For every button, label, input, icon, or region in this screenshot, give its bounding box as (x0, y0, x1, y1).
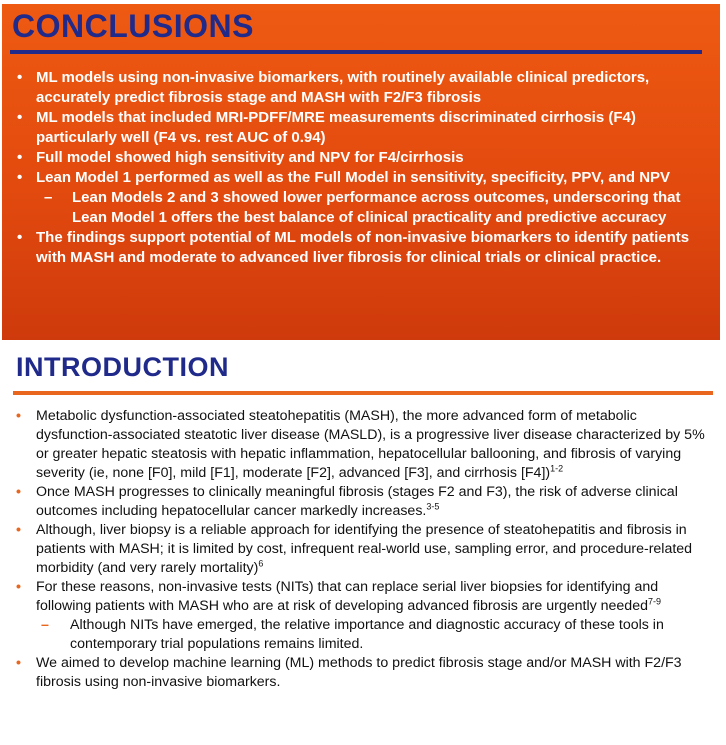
intro-text: Although NITs have emerged, the relative importance and diagnostic accuracy of these tools in contemporary trial populations remains limited. (70, 617, 664, 652)
conclusion-text: Lean Models 2 and 3 showed lower performance across outcomes, underscoring that Lean Model 1 offers the best balance of clinical practicality and predictive accuracy (72, 189, 681, 226)
bullet-dot: • (16, 408, 21, 424)
conclusion-text: Full model showed high sensitivity and NPV for F4/cirrhosis (36, 149, 464, 166)
intro-bullet (14, 407, 714, 483)
bullet-dot: • (17, 169, 23, 186)
intro-bullet (14, 654, 714, 692)
bullet-dot: • (16, 655, 21, 671)
bullet-dash: – (44, 189, 53, 206)
conclusion-text: ML models that included MRI-PDFF/MRE measurements discriminated cirrhosis (F4) particularly well (F4 vs. rest AUC of 0.94) (36, 109, 636, 146)
conclusion-text: Lean Model 1 performed as well as the Full Model in sensitivity, specificity, PPV, and NPV (36, 169, 671, 186)
conclusion-bullet (14, 108, 714, 148)
bullet-dot: • (17, 69, 23, 86)
conclusions-title: CONCLUSIONS (12, 8, 254, 44)
intro-text: Metabolic dysfunction-associated steatohepatitis (MASH), the more advanced form of metabolic dysfunction-associated steatotic liver disease (MASLD), is a progressive liver disease characterized by 5% or greater hepatic steatosis with hepatic inflammation, hepatocellular ballooning, and fibrosis of varying severity (ie, none [F0], mild [F1], moderate [F2], advanced [F3], and cirrhosis [F4]) (36, 408, 705, 481)
intro-bullet (14, 521, 714, 578)
intro-text: For these reasons, non-invasive tests (NITs) that can replace serial liver biopsies for identifying and following patients with MASH who are at risk of developing advanced fibrosis are urgently needed (36, 579, 659, 614)
intro-text: We aimed to develop machine learning (ML) methods to predict fibrosis stage and/or MASH with F2/F3 fibrosis using non-invasive biomarkers. (36, 655, 682, 690)
introduction-divider (13, 391, 713, 395)
conclusion-bullet (14, 148, 714, 168)
reference-superscript: 6 (258, 558, 264, 569)
bullet-dot: • (17, 149, 23, 166)
reference-superscript: 3-5 (426, 501, 440, 512)
bullet-dot: • (16, 579, 21, 595)
conclusions-divider (10, 50, 702, 54)
conclusion-text: ML models using non-invasive biomarkers, with routinely available clinical predictors, accurately predict fibrosis stage and MASH with F2/F3 fibrosis (36, 69, 650, 106)
bullet-dot: • (16, 484, 21, 500)
conclusion-sub-bullet (14, 188, 714, 228)
intro-bullet (14, 483, 714, 521)
conclusion-bullet (14, 68, 714, 108)
conclusion-bullet (14, 228, 714, 268)
intro-text: Once MASH progresses to clinically meaningful fibrosis (stages F2 and F3), the risk of adverse clinical outcomes including hepatocellular cancer markedly increases. (36, 484, 678, 519)
intro-text: Although, liver biopsy is a reliable approach for identifying the presence of steatohepatitis and fibrosis in patients with MASH; it is limited by cost, infrequent real-world use, sampling error, and procedure-related morbidity (and very rarely mortality) (36, 522, 693, 576)
bullet-dash: – (41, 617, 49, 633)
bullet-dot: • (17, 229, 23, 246)
conclusions-panel (2, 4, 720, 340)
conclusion-bullet (14, 168, 714, 188)
reference-superscript: 1-2 (550, 463, 564, 474)
introduction-list (14, 407, 714, 692)
conclusions-list (14, 68, 714, 268)
intro-bullet (14, 578, 714, 616)
bullet-dot: • (17, 109, 23, 126)
bullet-dot: • (16, 522, 21, 538)
introduction-title: INTRODUCTION (16, 352, 229, 382)
conclusion-text: The findings support potential of ML models of non-invasive biomarkers to identify patients with MASH and moderate to advanced liver fibrosis for clinical trials or clinical practice. (36, 229, 690, 266)
intro-sub-bullet (14, 616, 714, 654)
reference-superscript: 7-9 (647, 596, 661, 607)
